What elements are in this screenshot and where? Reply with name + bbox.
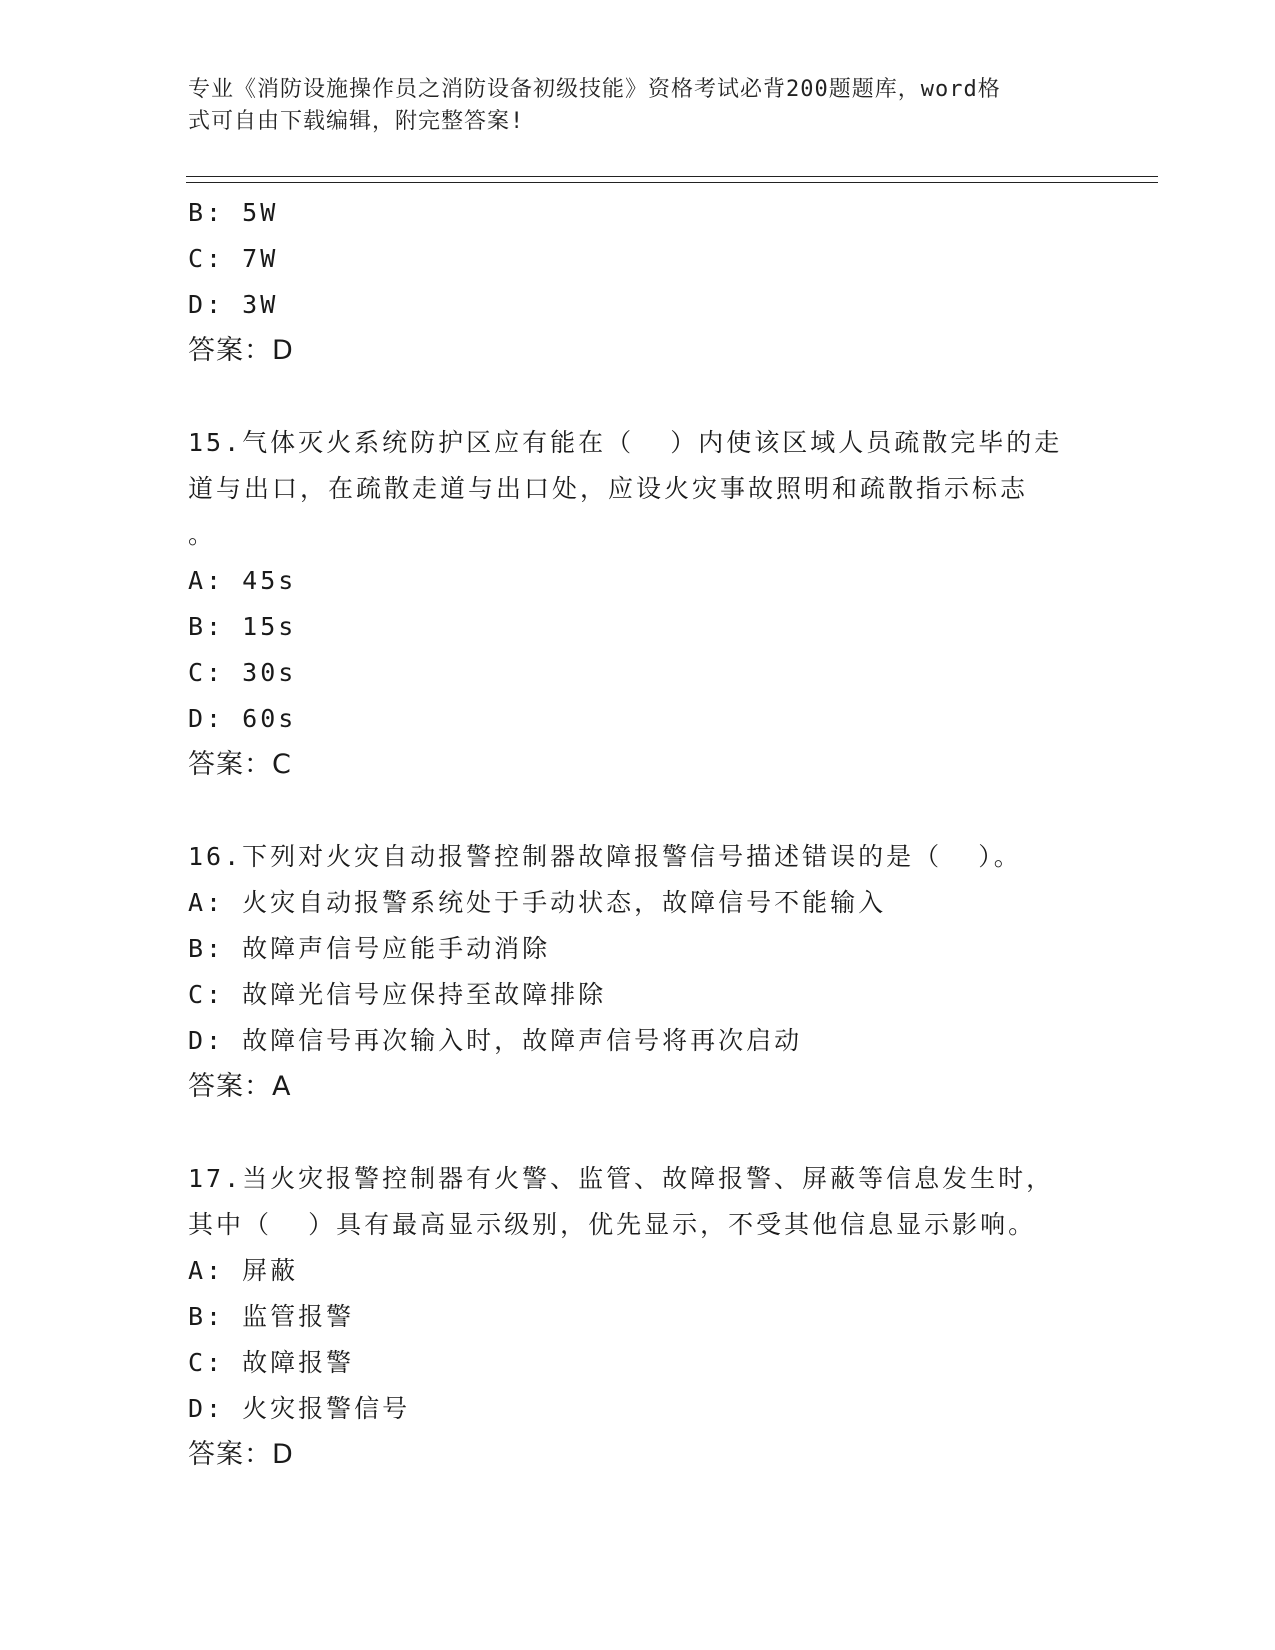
option-a: A: 火灾自动报警系统处于手动状态，故障信号不能输入: [188, 888, 887, 917]
option-c: C: 7W: [188, 244, 279, 273]
question-stem-line: 道与出口，在疏散走道与出口处，应设火灾事故照明和疏散指示标志: [188, 474, 1029, 503]
option-d: D: 3W: [188, 290, 279, 319]
question-16: [188, 834, 1088, 1110]
question-stem-line: 17.当火灾报警控制器有火警、监管、故障报警、屏蔽等信息发生时，: [188, 1164, 1055, 1193]
question-list: [188, 190, 1088, 1478]
option-c: C: 30s: [188, 658, 297, 687]
answer-line: 答案：A: [188, 1071, 292, 1102]
option-d: D: 60s: [188, 704, 297, 733]
document-header: [188, 74, 1088, 138]
option-d: D: 火灾报警信号: [188, 1394, 411, 1423]
option-c: C: 故障光信号应保持至故障排除: [188, 980, 607, 1009]
answer-line: 答案：D: [188, 1439, 294, 1470]
header-divider-top: [186, 176, 1158, 177]
header-line-1: 专业《消防设施操作员之消防设备初级技能》资格考试必背200题题库，word格: [188, 77, 1001, 102]
option-b: B: 监管报警: [188, 1302, 355, 1331]
option-a: A: 45s: [188, 566, 297, 595]
question-stem-line: 15.气体灭火系统防护区应有能在（ ）内使该区域人员疏散完毕的走: [188, 428, 1063, 457]
question-stem-line: 其中（ ）具有最高显示级别，优先显示，不受其他信息显示影响。: [188, 1210, 1037, 1239]
option-b: B: 故障声信号应能手动消除: [188, 934, 551, 963]
question-stem-line: 。: [188, 520, 217, 549]
answer-line: 答案：C: [188, 749, 292, 780]
option-b: B: 15s: [188, 612, 297, 641]
header-line-2: 式可自由下载编辑，附完整答案!: [188, 109, 525, 134]
option-a: A: 屏蔽: [188, 1256, 299, 1285]
question-17: [188, 1156, 1088, 1478]
header-divider-bottom: [186, 182, 1158, 183]
option-b: B: 5W: [188, 198, 279, 227]
answer-line: 答案：D: [188, 335, 294, 366]
option-c: C: 故障报警: [188, 1348, 355, 1377]
question-partial: [188, 190, 1088, 374]
option-d: D: 故障信号再次输入时，故障声信号将再次启动: [188, 1026, 803, 1055]
question-stem-line: 16.下列对火灾自动报警控制器故障报警信号描述错误的是（ ）。: [188, 842, 1022, 871]
question-15: [188, 420, 1088, 788]
